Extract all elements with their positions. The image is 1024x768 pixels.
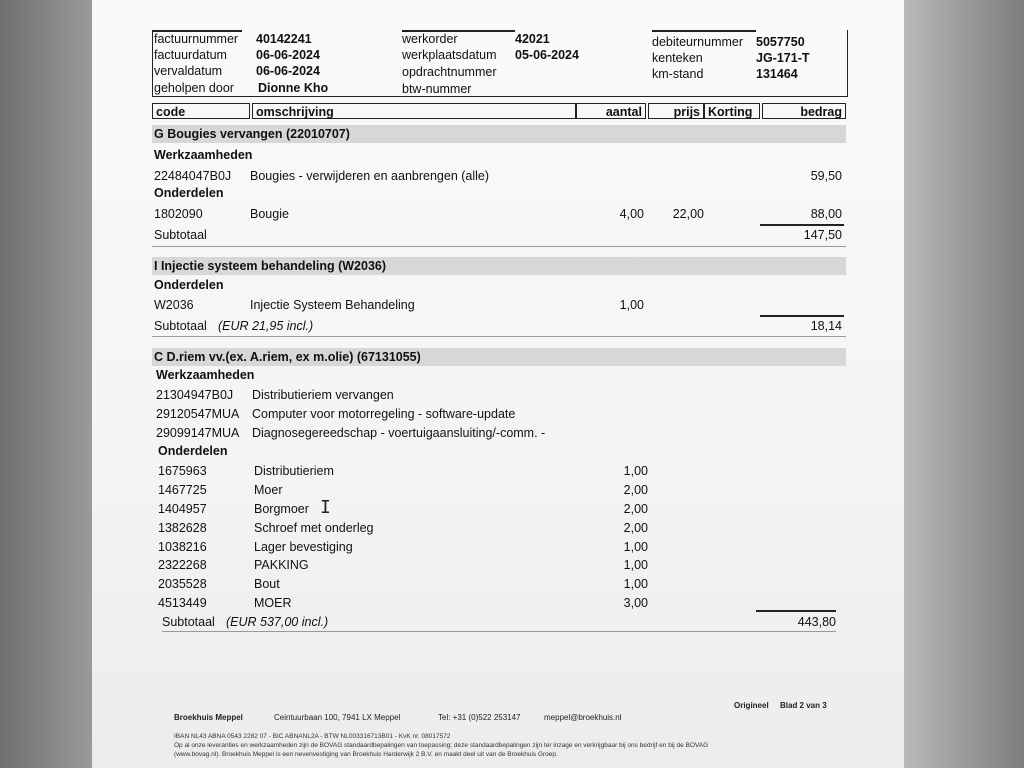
table-row [154, 206, 844, 222]
footer-terms-1: Op al onze leveranties en werkzaamheden zijn de BOVAG standaardbepalingen van toepassing; deze standaardbepalingen zijn ter inzage en verkrijgbaar bij ons bedrijf en bij de BOVAG [174, 742, 709, 749]
vervaldatum-label: vervaldatum [154, 64, 223, 78]
row-code: 1802090 [154, 207, 203, 221]
table-row [156, 406, 846, 422]
section-title: G Bougies vervangen (22010707) [152, 125, 846, 143]
table-row [158, 539, 848, 555]
col-bedrag: bedrag [762, 103, 846, 119]
section-divider [162, 631, 836, 632]
col-code: code [152, 103, 250, 119]
footer-company: Broekhuis Meppel [174, 713, 243, 722]
subtotal-value: 18,14 [810, 319, 842, 333]
row-code: 29099147MUA [156, 426, 240, 440]
subtotal-row [154, 318, 844, 334]
row-desc: Borgmoer [254, 502, 309, 516]
row-code: 21304947B0J [156, 388, 234, 402]
row-code: 1038216 [158, 540, 207, 554]
row-code: 29120547MUA [156, 407, 240, 421]
row-code: 4513449 [158, 596, 207, 610]
row-aantal: 4,00 [619, 207, 644, 221]
footer-terms-2: (www.bovag.nl). Broekhuis Meppel is een nevenvestiging van Broekhuis Harderwijk 2 B.V. en maakt deel uit van de Broekhuis Groep. [174, 751, 558, 758]
btw-nummer-label: btw-nummer [402, 82, 472, 96]
row-aantal: 1,00 [623, 558, 648, 572]
monitor-bezel-left [0, 0, 92, 768]
row-code: 1382628 [158, 521, 207, 535]
werkorder-value: 42021 [515, 32, 550, 46]
invoice-page [92, 0, 904, 768]
row-desc: Moer [254, 483, 283, 497]
row-desc: Bougies - verwijderen en aanbrengen (alle) [250, 169, 490, 183]
debiteurnummer-value: 5057750 [756, 35, 805, 49]
table-row [158, 557, 848, 573]
col-prijs: prijs [648, 103, 704, 119]
row-aantal: 2,00 [623, 483, 648, 497]
opdrachtnummer-label: opdrachtnummer [402, 65, 497, 79]
subtotal-value: 147,50 [803, 228, 842, 242]
row-code: 2035528 [158, 577, 207, 591]
section-title: C D.riem vv.(ex. A.riem, ex m.olie) (67131055) [152, 348, 846, 366]
row-aantal: 1,00 [623, 464, 648, 478]
geholpen-door-value: Dionne Kho [258, 81, 329, 95]
header-rule-3 [652, 30, 756, 32]
section-divider [152, 336, 846, 337]
footer-bank: IBAN NL43 ABNA 0543 2282 07 - BIC ABNANL2A - BTW NL003316713B01 - KvK nr. 08017572 [174, 733, 451, 740]
table-row [158, 520, 848, 536]
vervaldatum-value: 06-06-2024 [256, 64, 320, 78]
factuurnummer-label: factuurnummer [154, 32, 239, 46]
werkzaamheden-label: Werkzaamheden [154, 148, 253, 162]
werkplaatsdatum-label: werkplaatsdatum [402, 48, 497, 62]
section-title: I Injectie systeem behandeling (W2036) [152, 257, 846, 275]
row-aantal: 2,00 [623, 521, 648, 535]
subtotal-value: 443,80 [797, 615, 836, 629]
onderdelen-label: Onderdelen [158, 444, 228, 458]
row-code: W2036 [154, 298, 194, 312]
row-code: 1675963 [158, 464, 207, 478]
row-code: 1467725 [158, 483, 207, 497]
column-header-bar [152, 103, 846, 121]
row-desc: Distributieriem [254, 464, 334, 478]
page-indicator: Blad 2 van 3 [780, 701, 827, 710]
row-aantal: 3,00 [623, 596, 648, 610]
factuurdatum-label: factuurdatum [154, 48, 227, 62]
row-desc: Computer voor motorregeling - software-update [252, 407, 516, 421]
row-code: 22484047B0J [154, 169, 232, 183]
row-desc: Bout [254, 577, 280, 591]
text-cursor-icon: I [320, 497, 331, 518]
subtotal-rule [760, 224, 844, 226]
row-bedrag: 88,00 [810, 207, 842, 221]
subtotal-rule [760, 315, 844, 317]
section-divider [152, 246, 846, 247]
table-row [154, 168, 844, 184]
subtotal-label: Subtotaal [162, 615, 215, 629]
row-code: 2322268 [158, 558, 207, 572]
geholpen-door-label: geholpen door [154, 81, 234, 95]
row-aantal: 1,00 [619, 298, 644, 312]
table-row [154, 297, 844, 313]
table-row [158, 501, 848, 517]
row-code: 1404957 [158, 502, 207, 516]
subtotal-label: Subtotaal [154, 228, 207, 242]
row-desc: MOER [254, 596, 292, 610]
subtotal-incl: (EUR 21,95 incl.) [218, 319, 314, 333]
row-bedrag: 59,50 [810, 169, 842, 183]
factuurdatum-value: 06-06-2024 [256, 48, 320, 62]
table-row [156, 425, 846, 441]
col-aantal: aantal [576, 103, 646, 119]
row-desc: Injectie Systeem Behandeling [250, 298, 415, 312]
table-row [158, 576, 848, 592]
werkorder-label: werkorder [402, 32, 458, 46]
origineel-label: Origineel [734, 701, 769, 710]
table-row [158, 463, 848, 479]
row-desc: PAKKING [254, 558, 309, 572]
col-korting: Korting [704, 103, 760, 119]
row-desc: Diagnosegereedschap - voertuigaansluiting/-comm. - [252, 426, 546, 440]
footer-tel: Tel: +31 (0)522 253147 [438, 713, 521, 722]
onderdelen-label: Onderdelen [154, 186, 224, 200]
subtotal-row [162, 614, 836, 630]
subtotal-label: Subtotaal [154, 319, 207, 333]
km-stand-label: km-stand [652, 67, 704, 81]
row-prijs: 22,00 [672, 207, 704, 221]
debiteurnummer-label: debiteurnummer [652, 35, 744, 49]
subtotal-rule [756, 610, 836, 612]
km-stand-value: 131464 [756, 67, 798, 81]
row-desc: Lager bevestiging [254, 540, 353, 554]
table-row [158, 595, 848, 611]
werkplaatsdatum-value: 05-06-2024 [515, 48, 579, 62]
footer-address: Ceintuurbaan 100, 7941 LX Meppel [274, 713, 401, 722]
footer-email: meppel@broekhuis.nl [544, 713, 622, 722]
row-desc: Bougie [250, 207, 289, 221]
kenteken-label: kenteken [652, 51, 703, 65]
subtotal-incl: (EUR 537,00 incl.) [226, 615, 329, 629]
table-row [158, 482, 848, 498]
monitor-bezel-right [904, 0, 1024, 768]
row-desc: Schroef met onderleg [254, 521, 374, 535]
col-omschrijving: omschrijving [252, 103, 576, 119]
subtotal-row [154, 227, 844, 243]
row-aantal: 1,00 [623, 577, 648, 591]
row-aantal: 1,00 [623, 540, 648, 554]
row-desc: Distributieriem vervangen [252, 388, 394, 402]
table-row [156, 387, 846, 403]
kenteken-value: JG-171-T [756, 51, 810, 65]
factuurnummer-value: 40142241 [256, 32, 312, 46]
onderdelen-label: Onderdelen [154, 278, 224, 292]
row-aantal: 2,00 [623, 502, 648, 516]
werkzaamheden-label: Werkzaamheden [156, 368, 255, 382]
